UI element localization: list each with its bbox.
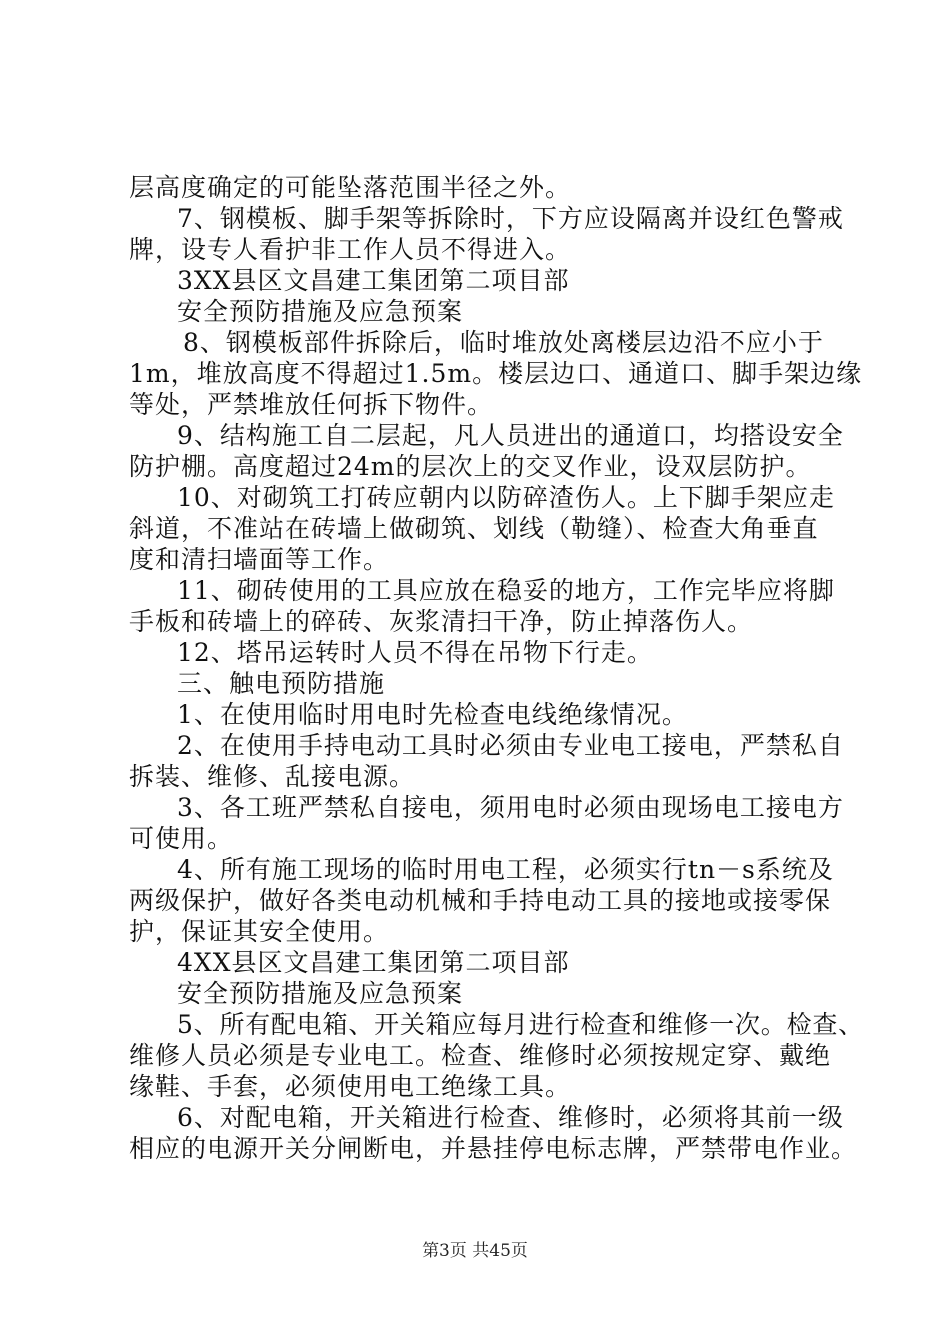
text-line: 4、所有施工现场的临时用电工程，必须实行tn－s系统及 — [177, 855, 834, 884]
text-line: 5、所有配电箱、开关箱应每月进行检查和维修一次。检查、 — [177, 1010, 864, 1039]
text-line: 手板和砖墙上的碎砖、灰浆清扫干净，防止掉落伤人。 — [129, 607, 754, 636]
text-line: 维修人员必须是专业电工。检查、维修时必须按规定穿、戴绝 — [129, 1041, 832, 1070]
text-line: 3XX县区文昌建工集团第二项目部 — [177, 266, 570, 295]
text-line: 7、钢模板、脚手架等拆除时，下方应设隔离并设红色警戒 — [177, 204, 844, 233]
text-line: 防护棚。高度超过24m的层次上的交叉作业，设双层防护。 — [129, 452, 812, 481]
text-line: 两级保护，做好各类电动机械和手持电动工具的接地或接零保 — [129, 886, 832, 915]
text-line: 2、在使用手持电动工具时必须由专业电工接电，严禁私自 — [177, 731, 844, 760]
text-line: 4XX县区文昌建工集团第二项目部 — [177, 948, 570, 977]
text-line: 等处，严禁堆放任何拆下物件。 — [129, 390, 494, 419]
text-line: 9、结构施工自二层起，凡人员进出的通道口，均搭设安全 — [177, 421, 844, 450]
text-line: 拆装、维修、乱接电源。 — [129, 762, 416, 791]
text-line: 1、在使用临时用电时先检查电线绝缘情况。 — [177, 700, 688, 729]
text-line: 10、对砌筑工打砖应朝内以防碎渣伤人。上下脚手架应走 — [177, 483, 835, 512]
text-line: 6、对配电箱，开关箱进行检查、维修时，必须将其前一级 — [177, 1103, 844, 1132]
text-line: 8、钢模板部件拆除后，临时堆放处离楼层边沿不应小于 — [183, 328, 824, 357]
text-line: 1m，堆放高度不得超过1.5m。楼层边口、通道口、脚手架边缘 — [129, 359, 863, 388]
text-line: 3、各工班严禁私自接电，须用电时必须由现场电工接电方 — [177, 793, 844, 822]
text-line: 11、砌砖使用的工具应放在稳妥的地方，工作完毕应将脚 — [177, 576, 835, 605]
text-line: 斜道，不准站在砖墙上做砌筑、划线（勒缝）、检查大角垂直 — [129, 514, 819, 543]
page-footer: 第3页 共45页 — [422, 1241, 528, 1261]
text-line: 安全预防措施及应急预案 — [177, 297, 464, 326]
text-line: 度和清扫墙面等工作。 — [129, 545, 390, 574]
text-line: 护，保证其安全使用。 — [129, 917, 390, 946]
text-line: 牌，设专人看护非工作人员不得进入。 — [129, 235, 572, 264]
text-line: 安全预防措施及应急预案 — [177, 979, 464, 1008]
text-line: 缘鞋、手套，必须使用电工绝缘工具。 — [129, 1072, 572, 1101]
text-line: 层高度确定的可能坠落范围半径之外。 — [129, 173, 572, 202]
document-body — [129, 172, 864, 1164]
text-line: 可使用。 — [129, 824, 234, 853]
text-line: 相应的电源开关分闸断电，并悬挂停电标志牌，严禁带电作业。 — [129, 1134, 858, 1163]
text-line: 三、触电预防措施 — [177, 669, 386, 698]
text-line: 12、塔吊运转时人员不得在吊物下行走。 — [177, 638, 653, 667]
